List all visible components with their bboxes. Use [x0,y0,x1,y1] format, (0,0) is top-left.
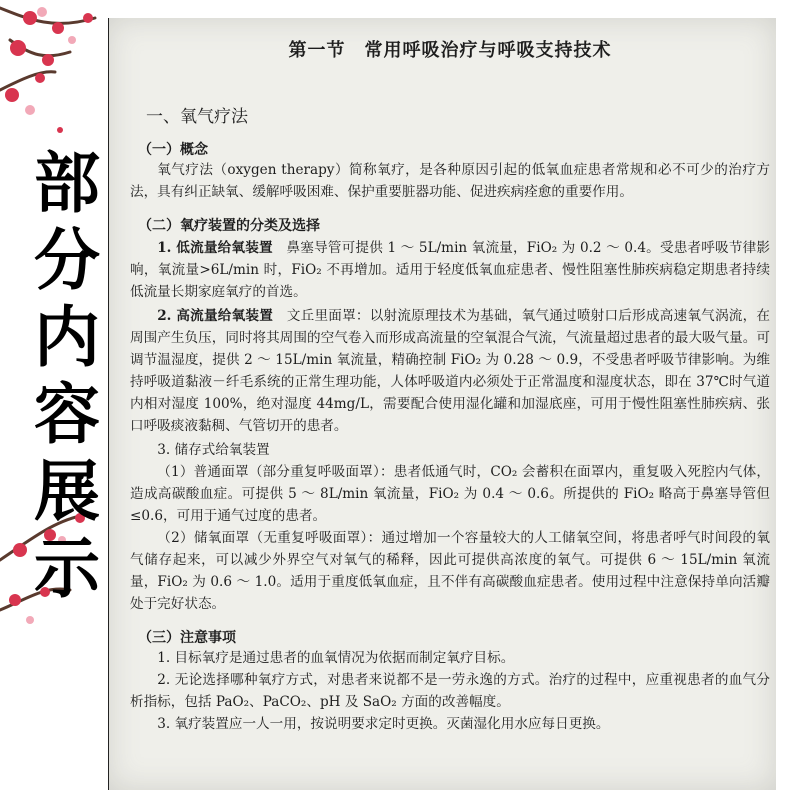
item-high-flow-text: 文丘里面罩：以射流原理技术为基础，氧气通过喷射口后形成高速氧气涡流，在周围产生负压，同时将其周围的空气卷入而形成高流量的空氧混合气流，气流量超过患者的最大吸气量。可调节温湿度，提供 2 ～ 15L/min 氧流量，精确控制 FiO₂ 为 0.28 ～ 0.9，不受患者呼吸节律影响。为维持呼吸道黏液－纤毛系统的正常生理功能，人体呼吸道内必须处于正常温度和湿度状态，即在 37℃时气道内相对湿度 100%，绝对湿度 44mg/L，需要配合使用湿化罐和加湿底座，可用于慢性阻塞性肺疾病、张口呼吸痰液黏稠、气管切开的患者。 [130,308,770,434]
page-edge [108,18,109,790]
paragraph-reservoir-mask: （2）储氧面罩（无重复呼吸面罩）：通过增加一个容量较大的人工储氧空间，将患者呼气时间段的氧气储存起来，可以减少外界空气对氧气的稀释，因此可提供高浓度的氧气。可提供 6 ～ 15L/min 氧流量，FiO₂ 为 0.6 ～ 1.0。适用于重度低氧血症，且不伴有高碳酸血症患者。使用过程中注意保持单向活瓣处于完好状态。 [130,530,770,612]
paragraph-high-flow [130,305,770,437]
subheading-precautions: （三）注意事项 [138,630,236,646]
page-content [130,18,770,735]
subheading-devices: （二）氧疗装置的分类及选择 [138,218,320,234]
note-item: 2. 无论选择哪种氧疗方式，对患者来说都不是一劳永逸的方式。治疗的过程中，应重视患者的血气分析指标，包括 PaO₂、PaCO₂、pH 及 SaO₂ 方面的改善幅度。 [130,672,770,710]
paragraph-simple-mask: （1）普通面罩（部分重复呼吸面罩）：患者低通气时，CO₂ 会蓄积在面罩内，重复吸入死腔内气体，造成高碳酸血症。可提供 5 ～ 8L/min 氧流量，FiO₂ 为 0.4 ～ 0.6。所提供的 FiO₂ 略高于鼻塞导管但≤0.6，可用于通气过度的患者。 [130,464,770,524]
side-title-char: 容 [34,376,100,453]
paragraph-low-flow [130,237,770,303]
book-page-scan [108,18,776,790]
item-low-flow-text: 鼻塞导管可提供 1 ～ 5L/min 氧流量，FiO₂ 为 0.2 ～ 0.4。受患者呼吸节律影响，氧流量>6L/min 时，FiO₂ 不再增加。适用于轻度低氧血症患者、慢性阻塞性肺疾病稳定期患者持续低流量长期家庭氧疗的首选。 [130,240,770,300]
paragraph-concept: 氧气疗法（oxygen therapy）简称氧疗，是各种原因引起的低氧血症患者常规和必不可少的治疗方法，具有纠正缺氧、缓解呼吸困难、保护重要脏器功能、促进疾病痊愈的重要作用。 [130,162,770,200]
item-high-flow-title: 2. 高流量给氧装置 [157,308,274,324]
section-title: 第一节 常用呼吸治疗与呼吸支持技术 [288,40,612,61]
item-low-flow-title: 1. 低流量给氧装置 [157,240,273,256]
subheading-concept: （一）概念 [138,142,208,158]
heading-oxygen-therapy: 一、氧气疗法 [146,107,248,127]
note-item: 3. 氧疗装置应一人一用，按说明要求定时更换。灭菌湿化用水应每日更换。 [157,716,610,732]
side-title-char: 分 [34,222,100,299]
side-title-char: 部 [34,145,100,222]
note-item: 1. 目标氧疗是通过患者的血氧情况为依据而制定氧疗目标。 [157,650,515,666]
side-title-char: 展 [34,453,100,530]
side-title-char: 内 [34,299,100,376]
side-title-char: 示 [34,530,100,607]
side-title-vertical [22,145,112,607]
item-reservoir-title: 3. 储存式给氧装置 [157,442,270,458]
